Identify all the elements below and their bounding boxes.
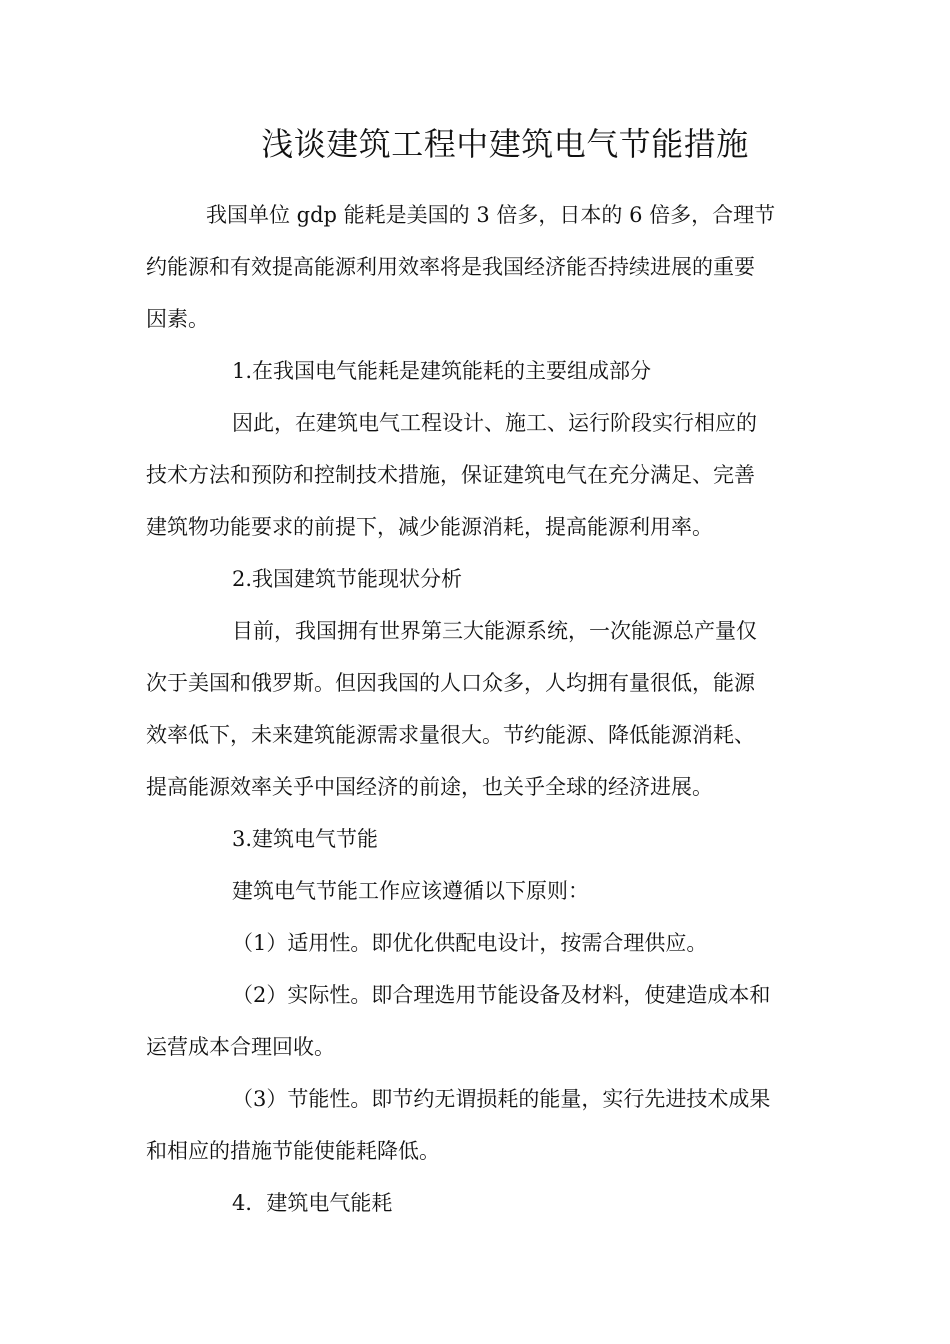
- paragraph-line: 目前，我国拥有世界第三大能源系统，一次能源总产量仅: [232, 619, 757, 643]
- paragraph-line: 次于美国和俄罗斯。但因我国的人口众多，人均拥有量很低，能源: [146, 671, 755, 695]
- section-heading: 4．建筑电气能耗: [232, 1191, 393, 1215]
- paragraph-line: 约能源和有效提高能源利用效率将是我国经济能否持续进展的重要: [146, 255, 755, 279]
- section-heading: 2.我国建筑节能现状分析: [232, 567, 463, 591]
- paragraph-line: 和相应的措施节能使能耗降低。: [146, 1139, 440, 1163]
- section-heading: 3.建筑电气节能: [232, 827, 379, 851]
- paragraph-line: 我国单位 gdp 能耗是美国的 3 倍多，日本的 6 倍多，合理节: [206, 203, 776, 227]
- paragraph-line: 因素。: [146, 307, 209, 331]
- paragraph-line: 效率低下，未来建筑能源需求量很大。节约能源、降低能源消耗、: [146, 723, 755, 747]
- list-item: （1）适用性。即优化供配电设计，按需合理供应。: [232, 931, 708, 955]
- paragraph-line: 建筑电气节能工作应该遵循以下原则：: [232, 879, 589, 903]
- paragraph-line: 提高能源效率关乎中国经济的前途，也关乎全球的经济进展。: [146, 775, 713, 799]
- list-item: （2）实际性。即合理选用节能设备及材料，使建造成本和: [232, 983, 771, 1007]
- section-heading: 1.在我国电气能耗是建筑能耗的主要组成部分: [232, 359, 652, 383]
- paragraph-line: 运营成本合理回收。: [146, 1035, 335, 1059]
- list-item: （3）节能性。即节约无谓损耗的能量，实行先进技术成果: [232, 1087, 771, 1111]
- paragraph-line: 因此，在建筑电气工程设计、施工、运行阶段实行相应的: [232, 411, 757, 435]
- paragraph-line: 技术方法和预防和控制技术措施，保证建筑电气在充分满足、完善: [146, 463, 755, 487]
- paragraph-line: 建筑物功能要求的前提下，减少能源消耗，提高能源利用率。: [146, 515, 713, 539]
- document-title: 浅谈建筑工程中建筑电气节能措施: [261, 125, 749, 163]
